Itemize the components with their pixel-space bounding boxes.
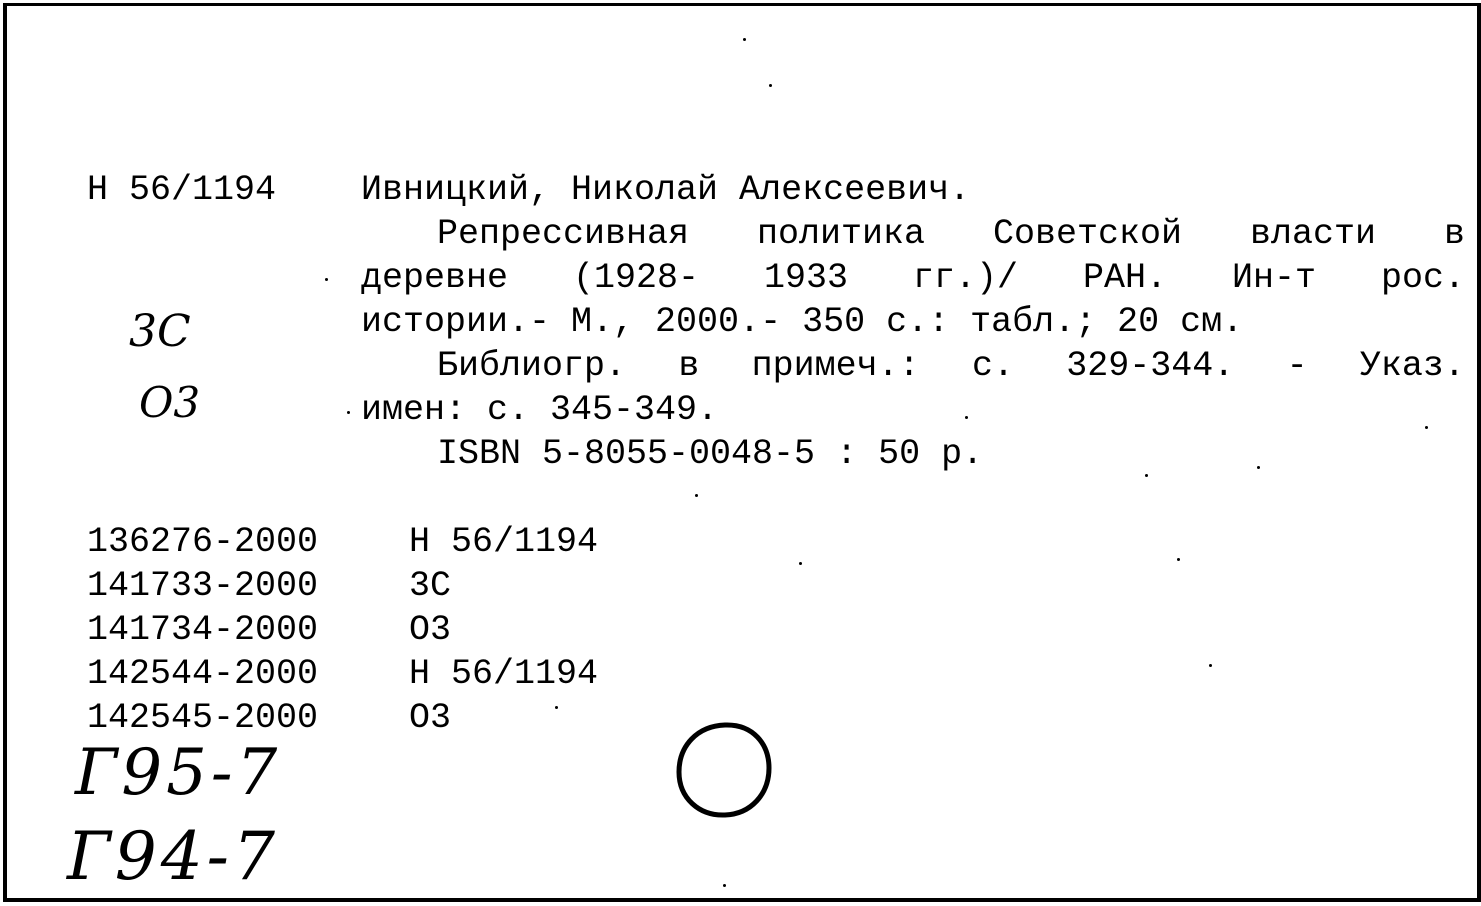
inventory-number: 136276-2000 [87,522,319,562]
scan-speck [769,84,772,87]
scan-speck [695,494,698,497]
inventory-location: Н 56/1194 [409,654,599,694]
inventory-row [87,608,598,652]
handwritten-code-2: Г94-7 [67,818,279,895]
isbn-line: ISBN 5-8055-0048-5 : 50 р. [437,434,984,474]
inventory-row [87,696,598,740]
inventory-location: О3 [409,698,452,738]
scan-speck [325,278,328,281]
bibliographic-description [361,168,1465,476]
author-heading-line [361,168,1465,212]
call-number: Н 56/1194 [87,170,277,210]
inventory-location: 3С [409,566,452,606]
catalog-card [3,3,1481,902]
inventory-number: 141733-2000 [87,566,319,606]
punch-hole-icon [669,718,781,822]
scan-speck [743,38,746,41]
title-line-3: истории.- М., 2000.- 350 с.: табл.; 20 см. [361,302,1244,342]
inventory-number: 142545-2000 [87,698,319,738]
note-line-2: имен: с. 345-349. [361,390,719,430]
inventory-location: О3 [409,610,452,650]
inventory-row [87,652,598,696]
title-line-1: Репрессивная политика Советской власти в [437,214,1465,254]
scan-speck [1145,474,1148,477]
note-line-1: Библиогр. в примеч.: с. 329-344. - Указ. [437,346,1465,386]
handwritten-mark-3c: 3С [129,306,191,357]
inventory-row [87,520,598,564]
scan-speck [347,411,350,414]
inventory-number: 142544-2000 [87,654,319,694]
scan-speck [1257,466,1260,469]
inventory-number: 141734-2000 [87,610,319,650]
scan-speck [723,884,726,887]
scan-speck [555,706,558,709]
handwritten-mark-o3: О3 [139,378,201,427]
inventory-location: Н 56/1194 [409,522,599,562]
scan-speck [799,562,802,565]
inventory-row [87,564,598,608]
scan-speck [1425,426,1428,429]
scan-speck [1209,664,1212,667]
scan-speck [1177,558,1180,561]
inventory-list [87,520,598,740]
handwritten-code-1: Г95-7 [75,736,282,810]
title-line-2: деревне (1928- 1933 гг.)/ РАН. Ин-т рос. [361,258,1465,298]
author-heading: Ивницкий, Николай Алексеевич. [361,170,971,210]
scan-speck [965,416,968,419]
